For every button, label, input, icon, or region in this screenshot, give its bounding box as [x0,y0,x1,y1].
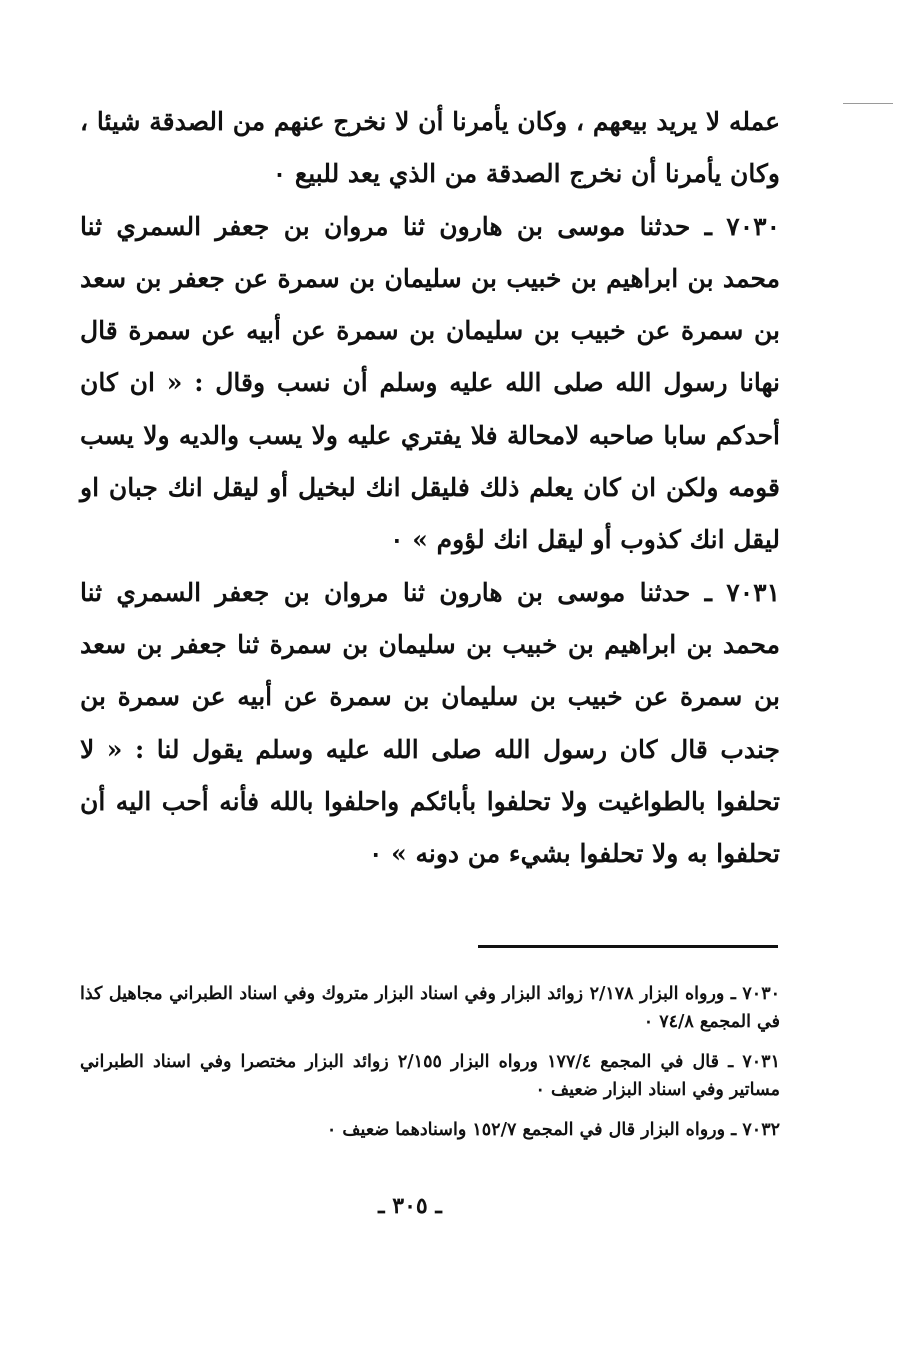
footnote-7030: ٧٠٣٠ ـ ورواه البزار ٢/١٧٨ زوائد البزار وفي اسناد البزار متروك وفي اسناد الطبراني مجاهيل كذا في المجمع ٧٤/٨ ٠ [80,984,781,1032]
footnotes [80,980,780,1156]
hadith-7030: ٧٠٣٠ ـ حدثنا موسى بن هارون ثنا مروان بن جعفر السمري ثنا محمد بن ابراهيم بن خبيب بن سليمان بن سمرة عن جعفر بن سعد بن سمرة عن خبيب بن سليمان بن سمرة عن أبيه عن سمرة قال نهانا رسول الله صلى الله عليه وسلم أن نسب وقال : « ان كان أحدكم سابا صاحبه لامحالة فلا يفتري عليه ولا يسب والديه ولا يسب قومه ولكن ان كان يعلم ذلك فليقل انك لبخيل أو ليقل انك جبان او ليقل انك كذوب أو ليقل انك لؤوم » ٠ [80,211,780,555]
hadith-7031: ٧٠٣١ ـ حدثنا موسى بن هارون ثنا مروان بن جعفر السمري ثنا محمد بن ابراهيم بن خبيب بن سليمان بن سمرة ثنا جعفر بن سعد بن سمرة عن خبيب بن سليمان بن سمرة عن أبيه عن سمرة بن جندب قال كان رسول الله صلى الله عليه وسلم يقول لنا : « لا تحلفوا بالطواغيت ولا تحلفوا بأبائكم واحلفوا بالله فأنه أحب اليه أن تحلفوا به ولا تحلفوا بشيء من دونه » ٠ [80,577,780,869]
main-text [80,96,780,880]
footnote-7031: ٧٠٣١ ـ قال في المجمع ١٧٧/٤ ورواه البزار ٢/١٥٥ زوائد البزار مختصرا وفي اسناد الطبراني مساتير وفي اسناد البزار ضعيف ٠ [80,1052,780,1100]
intro-paragraph: عمله لا يريد بيعهم ، وكان يأمرنا أن لا نخرج عنهم من الصدقة شيئا ، وكان يأمرنا أن نخرج الصدقة من الذي يعد للبيع ٠ [80,107,780,189]
footnote-7032: ٧٠٣٢ ـ ورواه البزار قال في المجمع ١٥٢/٧ واسنادهما ضعيف ٠ [326,1120,780,1140]
footnote-separator [478,945,778,948]
page-number: ـ ٣٠٥ ـ [378,1193,442,1219]
margin-mark [843,103,893,104]
